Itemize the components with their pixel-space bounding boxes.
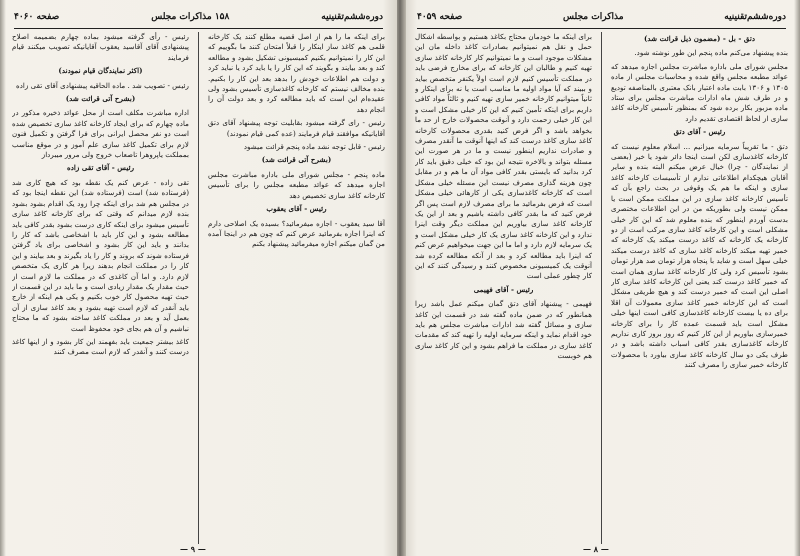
- column-left: [415, 32, 592, 544]
- column-left: [12, 32, 189, 544]
- paragraph: دتق - بل - (مضمون ذیل قرائت شد): [643, 34, 756, 43]
- page-edge-shadow: [0, 0, 6, 556]
- stage-note: (اکثر نمایندگان قیام نمودند): [58, 66, 143, 76]
- text-columns: [415, 32, 788, 544]
- column-right: [611, 32, 788, 544]
- speaker-line: رئیس - آقای تقی زاده: [66, 163, 135, 173]
- header-title: ۱۵۸ مذاکرات مجلس: [151, 12, 230, 22]
- speaker-line: رئیس - رای گرفته میشود بقابلیت توجه پیشنهاد آقای دتق آقایانیکه موافقند قیام فرمایند (عده کمی قیام نمودند): [208, 118, 385, 138]
- paragraph: مجلس شورای ملی باداره مباشرت مجلس اجازه میدهد که عوائد مطبعه مجلس واقع شده و محاسبات مجلس از ماده ۱۳۰۵ و ۱۳۰۶ بابت ماده اعتبار بانک معتبری بالمناصفه تودیع و در طرف شش ماه ادارات مباشرت مجلس برای ستاد ماده مزبور بکار برده شود که بمنظور تأسیس کارخانه کاغذ سازی از لحاظ اقتصادی تقدیم دارد: [611, 61, 788, 123]
- paragraph: دتق - ما تقریباً سرمایه میزانیم ... اسلام معلوم نیست که کارخانه کاغذسازی لکن است اینجا دائر شود یا خیر (بعضی از نمایندگان - چرا) خیال عرض میکنم البته بنده و سایر آقایان هیچکدام اطلاعاتی ندارم از تأسیسات کارخانه کاغذ سازی و اینکه ما هم یک وقوفی در بحث راجع بآن که تأسیس کارخانه کاغذ سازی در این مملکت ممکن است یا ممکن نیست ولی بطوریکه من در این اطلاعات مختصری بدست آوردم اینطور که بنده معلوم شد که این کار خیلی مشکلی است و این کارخانه کاغذ سازی مرکب است از دو کارخانه یک کارخانه که کاغذ درست میکند یک کارخانه که خمیر تهیه میکند کارخانه کاغذ سازی که کاغذ درست میکند خیلی سهل است و شاید با پنجاه هزار تومان صد هزار تومان بشود تأسیس کرد ولی کار کارخانه کاغذ سازی همان است که خمیر کاغذ درست کند یعنی این کارخانه کاغذ سازی کار اصلی این است که خمیر درست کند و هیچ طریقی مشکل است که این کارخانه خمیر کاغذ سازی معمولات آن اقلا برای ده یا بیست کارخانه کاغذسازی کافی است اینها خیلی مشکل است باید قسمت عمده کار را برای کارخانه خمیرسازی بیاوریم از این کار کنیم که روز بروز کاری نداریم کارخانه کاغذسازی بقدر کافی اسباب داشته باشد و در طرف یکی دو سال کارخانه کاغذ سازی بیاورد با محصولات کارخانه خمیر سازی را مصرف کنند: [611, 141, 788, 370]
- header-session: دوره‌ششم‌تقنینیه: [321, 12, 383, 22]
- page-footer: — ۹ —: [180, 544, 206, 554]
- speaker-line: رئیس - آقای فهیمی: [473, 284, 534, 294]
- column-right: [208, 32, 385, 544]
- page-header: [417, 8, 786, 29]
- paragraph: تقی زاده - عرض کنم یک نقطه بود که هیچ کاری شد (فرستاده شد) است (فرستاده شد) این نقطه اینجا بود که در مجلس هم شد برای اینکه چرا زود یک اقدام بشود بشود بنده لازم میدانم که وقتی که برای کارخانه کاغذ سازی تأسیس میشود برای اینکه کاری درست بشود بقدر کافی باید مطالعه بشود و این کار باید با اشخاصی باشد که کار را بدانند و باید این کار بشود و اشخاصی برای یاد گرفتن فرستاده شوند که بروند و کار را یاد بگیرند و بعد بیایند و این کار را در مملکت انجام بدهند زیرا هر کاری یک متخصص لازم دارد. و اما آن کاغذی که در مملکت ما لازم است از حیث مقدار یک مقدار زیادی است و ما باید در این قسمت از حیث تهیه محصول کار خوب بکنیم و یکی هم اینکه از خارج باید آنقدر که لازم است تهیه بشود و بعد کاغذ سازی از آن بعمل آید و بعد در مملکت کاغذ ساخته بشود که ما محتاج نباشیم و آن هم بجای خود محفوظ است: [12, 177, 189, 333]
- page-edge-shadow: [794, 0, 800, 556]
- speaker-line: رئیس - آقای یعقوب: [266, 204, 327, 214]
- right-page: [403, 0, 800, 556]
- column-rule: [198, 32, 199, 544]
- page-header: [14, 8, 383, 29]
- header-title: مذاکرات مجلس: [563, 12, 624, 22]
- header-page-number: صفحه ۴۰۵۹: [417, 12, 463, 22]
- left-page: [0, 0, 397, 556]
- column-rule: [601, 32, 602, 544]
- paragraph: آقا سید یعقوب - اجازه میفرمائید؟ بسیده یک اصلاحی دارم که اینرا اجازه بفرمائید عرض کنم که چون هم در اینجا آمده من گمان میکنم اجازه میفرمائید پیشنهاد بکنم: [208, 218, 385, 249]
- text-columns: [12, 32, 385, 544]
- stage-note: (بشرح آتی قرائت شد): [261, 155, 332, 165]
- paragraph: ماده پنجم - مجلس شورای ملی باداره مباشرت مجلس اجازه میدهد که عوائد مطبعه مجلس را برای تأسیس کارخانه کاغذ سازی تخصیص دهد: [208, 169, 385, 200]
- paragraph: برای اینکه ما خودمان محتاج بکاغذ هستیم و بواسطه اشکال حمل و نقل هم نمیتوانیم بصادرات کاغذ داخله مان این مشکلات موجود است و ما نمیتوانیم کار کارخانه کاغذ سازی تهیه کنیم و طالبان این کارخانه که برای مخارج فرضی باید در مملکت تأسیس کنیم لازم است اولاً یکنفر متخصص بیاید و ببیند که آیا مواد اولیه ما مناسب است یا نه برای اینکار و ثانیاً میتوانیم کارخانه خمیر سازی تهیه کنیم و ثالثاً مواد کافی داریم برای اینکه تأمین کنیم که این کار خیلی مشکل است و این کار خیلی زحمت دارد و آنوقت محصولات خارج از حد ما بخواهد باشد و اگر فرض کنید بقدری محصولات کارخانه کاغذ سازی کاغذ درست کند که اینها آنوقت ما آنقدر مصرف و صادرات نداریم اینطور نیست و ما در هر صورت این مسئله بتواند و بالاخره نتیجه این بود که خیلی دقیق باید کار کرد بدانید که بایستی بقدر کافی مواد آن ما هم و در مقابل چون هزینه گذاری مصرف نیست این مسئله خیلی مشکل است که کارخانه کاغذسازی یکی از کارهائی خیلی مشکل است که فرض بفرمائید ما برای مصرف لازم است پس اگر فرض کنید که ما بقدر کافی داشته باشیم و بعد از این یک کارخانه کاغذ سازی بیاوریم این مملکت دیگر وقت اینرا ندارد و این کارخانه کاغذ سازی یک کار خیلی مشکل است و یک سرمایه لازم دارد و اما ما این جهت میخواهیم عرض کنم که اینرا باید مطالعه کرد و بعد از آنکه مطالعه کرده شد آنوقت یک کمیسیونی مخصوص کنند و رسیدگی کنند که این کار چطور عملی است: [415, 32, 592, 281]
- paragraph: رئیس - رأی گرفته میشود بماده چهارم بضمیمه اصلاح پیشنهادی آقای آقاسید یعقوب آقایانیکه تصویب میکنند قیام فرمایند: [12, 32, 189, 62]
- header-page-number: صفحه ۴۰۶۰: [14, 12, 60, 22]
- speaker-line: رئیس - آقای دتق: [673, 127, 726, 137]
- header-session: دوره‌ششم‌تقنینیه: [724, 12, 786, 22]
- paragraph: بنده پیشنهاد می‌کنم ماده پنجم این طور نوشته شود.: [634, 48, 788, 58]
- page-footer: — ۸ —: [583, 544, 609, 554]
- stage-note: (بشرح آتی قرائت شد): [65, 94, 136, 104]
- paragraph: برای اینکه ما را هم از اصل قضیه مطلع کنند یک کارخانه قلمی هم کاغذ ساز اینکار را قبلاً امتحان کنند ما بگوییم که این کار را نمیتوانیم بکنیم کمیسیونی تشکیل بشود و مطالعه کند و بعد بیایند و بگویند که این کار را یا باید کرد یا نباید کرد و دولت هم اطلاعات خودش را بدهد بعد این کار را بکنیم. بنده مخالف نیستم که کارخانه کاغذسازی تأسیس بشود ولی عقیده‌ام این است که باید مطالعه کرد و بعد دولت آن را انجام دهد: [208, 32, 385, 114]
- paragraph: کاغذ بیشتر جمعیت باید بفهمند این کار بشود و از اینها کاغذ درست کنند و آنقدر که لازم است مصرف کنند: [12, 336, 189, 357]
- paragraph: رئیس - تصویب شد . ماده الحاقیه پیشنهادی آقای تقی زاده: [15, 80, 189, 90]
- paragraph: اداره مباشرت مکلف است از محل عوائد ذخیره مذکور در ماده چهارم که برای ایجاد کارخانه کاغذ سازی تخصیص شده است دو نفر محصل ایرانی برای فرا گرفتن و تکمیل فنون لازم برای تکمیل کاغذ سازی علم آموز و در موقع مناسب بمملکت یاپروهرا تاصعاب خروج ولی مرور میبرداز: [12, 108, 189, 160]
- paragraph: فهیمی - پیشنهاد آقای دتق گمان میکنم عمل باشد زیرا همانطور که در ضمن ماده گفته شد در قسمت این کاغذ سازی و مسائل گفته شد ادارات مباشرت مجلس هم باید خود اقدام نماید و اینکه سرمایه اولیه را تهیه کند که مقدمات کاغذ سازی در مملکت ما فراهم بشود و این کار کاغذ سازی هم خوبست: [415, 299, 592, 361]
- paragraph: رئیس - قابل توجه نشد ماده پنجم قرائت میشود: [243, 142, 385, 152]
